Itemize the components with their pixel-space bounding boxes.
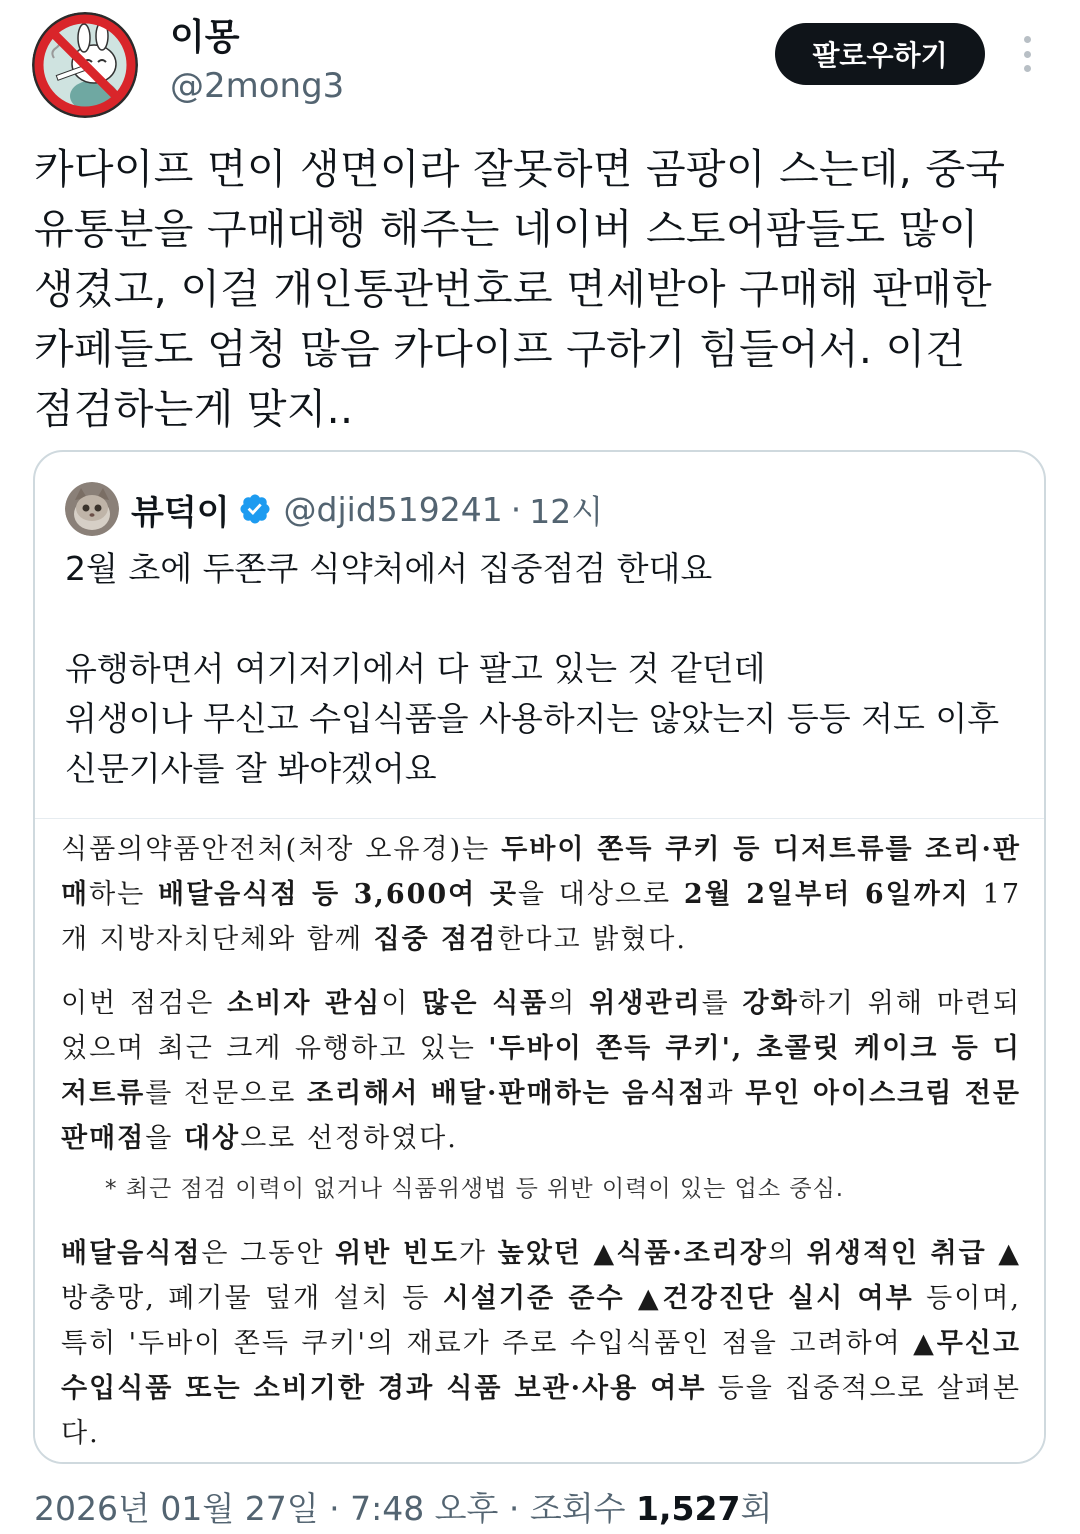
meta-separator: · bbox=[318, 1489, 351, 1528]
article-text-run: 를 bbox=[701, 988, 743, 1019]
article-text-run: 위반 빈도 bbox=[335, 1238, 459, 1269]
article-text-run: 많은 식품 bbox=[422, 988, 549, 1019]
article-text-run: 배달음식점 bbox=[61, 1238, 202, 1269]
separator-dot: · bbox=[510, 489, 522, 529]
article-text-run: 을 대상으로 bbox=[517, 879, 684, 910]
quoted-tweet-header bbox=[131, 484, 603, 534]
article-text-run: 은 그동안 bbox=[201, 1238, 336, 1269]
article-footnote bbox=[105, 1169, 1005, 1209]
quoted-tweet-time[interactable]: 12시 bbox=[529, 491, 604, 531]
article-text-run: 집중 점검 bbox=[373, 924, 498, 955]
views-count: 1,527 bbox=[636, 1489, 741, 1528]
article-text-run: 소비자 관심 bbox=[227, 988, 382, 1019]
article-text-run: 대상 bbox=[183, 1123, 241, 1154]
article-text-run: '두바이 쫀득 쿠키', 초콜릿 케이크 등 디저트류 bbox=[61, 1033, 1021, 1109]
quoted-author-handle[interactable]: @djid519241 bbox=[283, 489, 503, 529]
article-paragraph-1 bbox=[61, 827, 1021, 962]
cat-avatar-icon bbox=[65, 482, 119, 536]
article-text-run: 으로 선정하였다. bbox=[240, 1123, 458, 1154]
more-vertical-icon[interactable] bbox=[1012, 36, 1042, 72]
article-text-run: 조리해서 배달·판매하는 음식점 bbox=[307, 1078, 707, 1109]
article-text-run: 식품의약품안전처(처장 오유경)는 bbox=[61, 834, 502, 865]
article-text-run: 이 bbox=[381, 988, 423, 1019]
article-text-run: ▲무신고 수입식품 또는 소비기한 경과 식품 보관·사용 여부 bbox=[61, 1328, 1021, 1404]
article-text-run: 높았던 ▲식품·조리장 bbox=[497, 1238, 769, 1269]
author-avatar[interactable] bbox=[32, 12, 138, 118]
article-text-run: 의 bbox=[768, 1238, 807, 1269]
meta-separator: · bbox=[498, 1489, 530, 1528]
verified-badge-icon bbox=[238, 492, 272, 526]
news-article-image[interactable] bbox=[35, 818, 1044, 1464]
article-text-run: 시설기준 준수 ▲건강진단 실시 여부 bbox=[442, 1283, 914, 1314]
tweet-date[interactable]: 2026년 01월 27일 bbox=[34, 1489, 319, 1528]
article-text-run: 의 bbox=[548, 988, 590, 1019]
article-text-run: 하기 위해 마련되었으며 최근 크게 유행하고 있는 bbox=[61, 988, 1022, 1064]
article-text-run: 위생관리 bbox=[589, 988, 702, 1019]
article-text-run: 이번 점검은 bbox=[61, 988, 228, 1019]
quoted-tweet-card[interactable] bbox=[33, 450, 1046, 1464]
article-text-run: 강화 bbox=[742, 988, 799, 1019]
article-text-run: * 최근 점검 이력이 없거나 식품위생법 등 위반 이력이 있는 업소 중심. bbox=[105, 1176, 845, 1202]
article-text-run: 무인 아이스크림 전문 판매점 bbox=[61, 1078, 1021, 1154]
tweet-text: 카다이프 면이 생면이라 잘못하면 곰팡이 스는데, 중국 유통분을 구매대행 해주는 네이버 스토어팜들도 많이 생겼고, 이걸 개인통관번호로 면세받아 구매해 판매한 카페들도 엄청 많음 카다이프 구하기 힘들어서. 이건 점검하는게 맞지.. bbox=[34, 145, 1006, 433]
tweet-time[interactable]: 7:48 오후 bbox=[350, 1489, 499, 1528]
article-paragraph-2 bbox=[61, 981, 1021, 1161]
views-suffix: 회 bbox=[740, 1489, 773, 1528]
article-text-run: 가 bbox=[458, 1238, 498, 1269]
article-text-run: 두바이 쫀득 쿠키 등 디저트류를 조리·판매 bbox=[61, 834, 1021, 910]
author-display-name[interactable]: 이몽 bbox=[170, 17, 240, 58]
article-text-run: 하는 bbox=[89, 879, 159, 910]
article-text-run: 과 bbox=[706, 1078, 746, 1109]
quoted-author-name[interactable]: 뷰덕이 bbox=[131, 492, 230, 533]
article-text-run: 위생적인 취급 ▲ bbox=[806, 1238, 1021, 1269]
article-text-run: 을 bbox=[145, 1123, 184, 1154]
article-text-run: 를 전문으로 bbox=[145, 1078, 308, 1109]
article-text-run: 등을 집중적으로 살펴본다. bbox=[61, 1373, 1021, 1449]
views-label: 조회수 bbox=[529, 1489, 637, 1528]
quoted-author-avatar[interactable] bbox=[65, 482, 119, 536]
no-smoking-rabbit-avatar-icon bbox=[32, 12, 138, 118]
article-text-run: 배달음식점 등 3,600여 곳 bbox=[158, 879, 518, 910]
follow-button[interactable]: 팔로우하기 bbox=[775, 23, 985, 85]
article-text-run: 방충망, 폐기물 덮개 설치 등 bbox=[61, 1283, 443, 1314]
article-paragraph-3 bbox=[61, 1231, 1021, 1456]
article-text-run: 17개 지방자치단체와 함께 bbox=[61, 879, 1022, 955]
article-text-run: 등이며, 특히 '두바이 쫀득 쿠키'의 재료가 주로 수입식품인 점을 고려하여 bbox=[61, 1283, 1021, 1359]
quoted-tweet-text: 2월 초에 두쫀쿠 식약처에서 집중점검 한대요 유행하면서 여기저기에서 다 팔고 있는 것 같던데 위생이나 무신고 수입식품을 사용하지는 않았는지 등등 저도 이후 신문기사를 잘 봐야겠어요 bbox=[65, 549, 1000, 788]
article-text-run: 2월 2일부터 6일까지 bbox=[683, 879, 970, 910]
article-text-run: 한다고 밝혔다. bbox=[497, 924, 687, 955]
tweet-meta bbox=[34, 1484, 772, 1534]
author-handle[interactable]: @2mong3 bbox=[170, 66, 345, 106]
